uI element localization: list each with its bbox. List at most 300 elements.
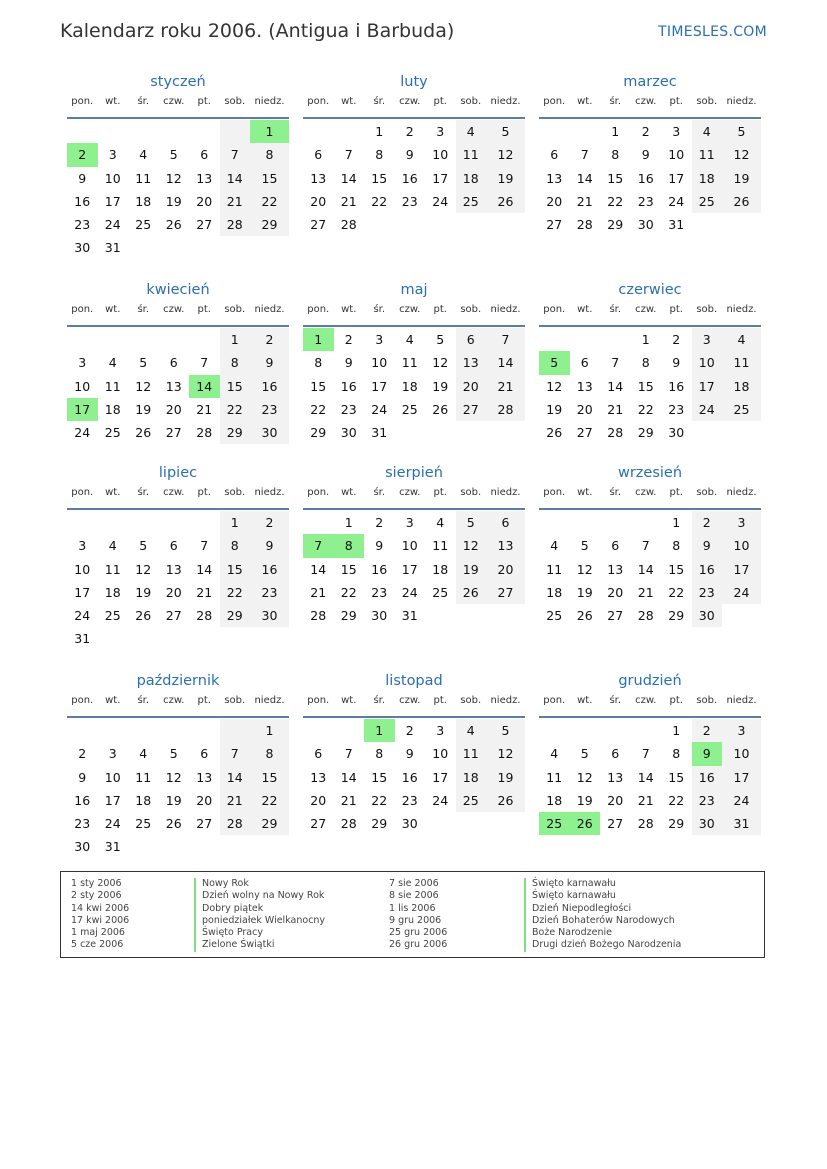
weekday-label: pon. bbox=[307, 304, 330, 315]
weekday-label: pon. bbox=[307, 96, 330, 107]
empty-cell bbox=[539, 511, 570, 534]
day-cell: 15 bbox=[637, 378, 654, 394]
day-cell: 2 bbox=[250, 328, 289, 351]
day-cell: 19 bbox=[486, 766, 525, 789]
day-cell: 24 bbox=[722, 789, 761, 812]
day-cell: 20 bbox=[165, 584, 182, 600]
day-cell: 14 bbox=[340, 170, 357, 186]
day-cell: 25 bbox=[104, 425, 121, 441]
empty-cell bbox=[425, 604, 456, 627]
day-cell: 3 bbox=[108, 147, 117, 163]
day-cell: 15 bbox=[220, 375, 251, 398]
empty-cell bbox=[220, 835, 251, 858]
empty-cell bbox=[600, 511, 631, 534]
empty-cell bbox=[722, 421, 761, 444]
day-cell: 28 bbox=[576, 217, 593, 233]
day-cell: 20 bbox=[607, 792, 624, 808]
day-cell: 17 bbox=[401, 561, 418, 577]
day-cell: 10 bbox=[722, 534, 761, 557]
day-cell: 23 bbox=[250, 398, 289, 421]
weekday-label: śr. bbox=[373, 96, 386, 107]
day-cell: 28 bbox=[637, 608, 654, 624]
empty-cell bbox=[159, 120, 190, 143]
day-cell: 27 bbox=[196, 217, 213, 233]
legend-holiday-name: Dzień Niepodległości bbox=[532, 902, 632, 914]
day-cell: 17 bbox=[104, 792, 121, 808]
day-cell: 26 bbox=[570, 812, 601, 835]
weekday-label: sob. bbox=[696, 695, 718, 706]
day-cell: 23 bbox=[637, 193, 654, 209]
day-cell: 29 bbox=[250, 812, 289, 835]
day-cell: 23 bbox=[692, 789, 723, 812]
day-grid bbox=[67, 328, 289, 444]
day-cell: 25 bbox=[692, 190, 723, 213]
day-cell: 2 bbox=[405, 124, 414, 139]
day-cell: 23 bbox=[401, 193, 418, 209]
weekday-label: sob. bbox=[460, 304, 482, 315]
day-cell: 30 bbox=[668, 425, 685, 441]
weekday-header bbox=[303, 487, 525, 510]
empty-cell bbox=[486, 604, 525, 627]
day-cell: 28 bbox=[486, 398, 525, 421]
weekday-label: pon. bbox=[71, 96, 94, 107]
day-cell: 19 bbox=[165, 193, 182, 209]
weekday-header bbox=[67, 304, 289, 327]
day-cell: 14 bbox=[637, 561, 654, 577]
day-cell: 23 bbox=[74, 816, 91, 832]
weekday-label: wt. bbox=[577, 487, 593, 498]
weekday-label: śr. bbox=[609, 487, 622, 498]
day-cell: 17 bbox=[722, 558, 761, 581]
weekday-label: pt. bbox=[197, 487, 211, 498]
empty-cell bbox=[189, 511, 220, 534]
empty-cell bbox=[722, 213, 761, 236]
legend-holiday-name: Zielone Świątki bbox=[202, 939, 275, 951]
day-cell: 4 bbox=[550, 538, 559, 554]
month-name: kwiecień bbox=[146, 282, 210, 298]
weekday-label: pt. bbox=[433, 304, 447, 315]
day-cell: 30 bbox=[401, 816, 418, 832]
month-10 bbox=[67, 671, 289, 859]
day-cell: 19 bbox=[576, 792, 593, 808]
weekday-label: czw. bbox=[635, 695, 657, 706]
weekday-label: niedz. bbox=[726, 96, 757, 107]
day-cell: 9 bbox=[641, 147, 650, 163]
empty-cell bbox=[98, 120, 129, 143]
day-cell: 12 bbox=[576, 769, 593, 785]
day-cell: 6 bbox=[314, 746, 323, 762]
day-cell: 14 bbox=[196, 561, 213, 577]
day-cell: 28 bbox=[196, 425, 213, 441]
day-cell: 9 bbox=[250, 534, 289, 557]
empty-cell bbox=[189, 120, 220, 143]
day-cell: 11 bbox=[546, 769, 563, 785]
day-cell: 12 bbox=[456, 534, 487, 557]
weekday-header bbox=[67, 487, 289, 510]
day-cell: 25 bbox=[456, 190, 487, 213]
day-grid bbox=[303, 511, 525, 627]
day-cell: 1 bbox=[611, 124, 620, 139]
day-cell: 17 bbox=[668, 170, 685, 186]
empty-cell bbox=[159, 328, 190, 351]
empty-cell bbox=[425, 812, 456, 835]
day-cell: 21 bbox=[196, 584, 213, 600]
empty-cell bbox=[250, 627, 289, 650]
weekday-label: pt. bbox=[433, 695, 447, 706]
day-cell: 22 bbox=[668, 792, 685, 808]
day-grid bbox=[539, 328, 761, 444]
day-cell: 12 bbox=[165, 170, 182, 186]
day-cell: 16 bbox=[692, 558, 723, 581]
day-grid bbox=[67, 719, 289, 859]
day-cell: 15 bbox=[668, 769, 685, 785]
day-cell: 9 bbox=[405, 147, 414, 163]
weekday-label: wt. bbox=[577, 96, 593, 107]
day-cell: 26 bbox=[722, 190, 761, 213]
weekday-label: niedz. bbox=[490, 304, 521, 315]
day-cell: 3 bbox=[375, 332, 384, 347]
day-cell: 30 bbox=[340, 425, 357, 441]
brand-link[interactable]: TIMESLES.COM bbox=[658, 24, 767, 40]
day-cell: 31 bbox=[722, 812, 761, 835]
day-cell: 14 bbox=[220, 766, 251, 789]
day-cell: 27 bbox=[607, 816, 624, 832]
weekday-label: czw. bbox=[163, 487, 185, 498]
day-cell: 18 bbox=[432, 561, 449, 577]
day-cell: 22 bbox=[220, 581, 251, 604]
empty-cell bbox=[189, 328, 220, 351]
day-cell: 4 bbox=[456, 719, 487, 742]
month-name: sierpień bbox=[385, 465, 443, 481]
month-name: luty bbox=[400, 74, 428, 90]
empty-cell bbox=[600, 328, 631, 351]
empty-cell bbox=[570, 511, 601, 534]
day-cell: 10 bbox=[74, 561, 91, 577]
day-cell: 12 bbox=[486, 742, 525, 765]
weekday-label: pt. bbox=[669, 304, 683, 315]
day-cell: 29 bbox=[340, 608, 357, 624]
day-cell: 22 bbox=[668, 584, 685, 600]
weekday-label: niedz. bbox=[726, 304, 757, 315]
legend-holiday-name: Dzień Bohaterów Narodowych bbox=[532, 914, 675, 926]
weekday-label: wt. bbox=[577, 695, 593, 706]
empty-cell bbox=[456, 421, 487, 444]
month-name: grudzień bbox=[618, 673, 682, 689]
legend-names-right bbox=[532, 878, 681, 952]
day-cell: 26 bbox=[135, 425, 152, 441]
day-cell: 14 bbox=[340, 769, 357, 785]
day-cell: 27 bbox=[196, 816, 213, 832]
legend-holiday-name: Święto karnawału bbox=[532, 878, 616, 889]
day-cell: 18 bbox=[456, 167, 487, 190]
weekday-header bbox=[539, 96, 761, 119]
empty-cell bbox=[159, 719, 190, 742]
empty-cell bbox=[692, 213, 723, 236]
day-cell: 20 bbox=[456, 375, 487, 398]
day-cell: 25 bbox=[401, 401, 418, 417]
empty-cell bbox=[539, 328, 570, 351]
empty-cell bbox=[486, 213, 525, 236]
legend-divider bbox=[194, 878, 196, 952]
day-cell: 13 bbox=[310, 769, 327, 785]
day-cell: 3 bbox=[436, 723, 445, 738]
day-cell: 6 bbox=[550, 147, 559, 163]
weekday-label: pon. bbox=[71, 304, 94, 315]
day-cell: 30 bbox=[250, 421, 289, 444]
empty-cell bbox=[395, 213, 426, 236]
day-cell: 23 bbox=[668, 401, 685, 417]
day-cell: 18 bbox=[401, 378, 418, 394]
day-cell: 12 bbox=[135, 378, 152, 394]
day-cell: 14 bbox=[220, 167, 251, 190]
legend-date: 14 kwi 2006 bbox=[71, 902, 130, 914]
day-cell: 13 bbox=[546, 170, 563, 186]
day-cell: 14 bbox=[310, 561, 327, 577]
day-cell: 8 bbox=[334, 534, 365, 557]
weekday-label: wt. bbox=[341, 487, 357, 498]
weekday-label: wt. bbox=[577, 304, 593, 315]
weekday-label: sob. bbox=[460, 96, 482, 107]
day-cell: 19 bbox=[165, 792, 182, 808]
day-cell: 8 bbox=[672, 538, 681, 554]
empty-cell bbox=[220, 719, 251, 742]
day-cell: 28 bbox=[340, 816, 357, 832]
day-cell: 21 bbox=[340, 193, 357, 209]
weekday-label: niedz. bbox=[490, 487, 521, 498]
day-cell: 24 bbox=[668, 193, 685, 209]
day-cell: 20 bbox=[546, 193, 563, 209]
empty-cell bbox=[456, 213, 487, 236]
day-cell: 2 bbox=[344, 332, 353, 347]
day-cell: 15 bbox=[607, 170, 624, 186]
day-cell: 17 bbox=[692, 375, 723, 398]
day-cell: 8 bbox=[250, 742, 289, 765]
day-cell: 24 bbox=[722, 581, 761, 604]
month-name: październik bbox=[136, 673, 220, 689]
empty-cell bbox=[159, 627, 190, 650]
day-cell: 31 bbox=[74, 631, 91, 647]
day-cell: 20 bbox=[196, 193, 213, 209]
month-4 bbox=[67, 280, 289, 444]
weekday-label: sob. bbox=[224, 487, 246, 498]
empty-cell bbox=[303, 719, 334, 742]
empty-cell bbox=[303, 120, 334, 143]
day-cell: 17 bbox=[722, 766, 761, 789]
day-cell: 5 bbox=[436, 332, 445, 347]
day-cell: 4 bbox=[108, 538, 117, 554]
day-grid bbox=[303, 328, 525, 444]
day-cell: 30 bbox=[74, 839, 91, 855]
day-cell: 16 bbox=[401, 170, 418, 186]
weekday-label: pon. bbox=[543, 695, 566, 706]
legend-date: 25 gru 2006 bbox=[389, 927, 448, 939]
day-cell: 3 bbox=[692, 328, 723, 351]
day-cell: 2 bbox=[250, 511, 289, 534]
month-8 bbox=[303, 463, 525, 627]
day-cell: 4 bbox=[550, 746, 559, 762]
day-cell: 13 bbox=[310, 170, 327, 186]
day-cell: 26 bbox=[486, 190, 525, 213]
day-cell: 17 bbox=[432, 170, 449, 186]
weekday-label: pon. bbox=[543, 487, 566, 498]
day-cell: 7 bbox=[200, 538, 209, 554]
day-cell: 10 bbox=[432, 746, 449, 762]
empty-cell bbox=[98, 719, 129, 742]
day-cell: 15 bbox=[220, 558, 251, 581]
day-cell: 12 bbox=[432, 355, 449, 371]
day-cell: 3 bbox=[722, 511, 761, 534]
day-cell: 6 bbox=[314, 147, 323, 163]
empty-cell bbox=[334, 719, 365, 742]
empty-cell bbox=[539, 719, 570, 742]
day-cell: 13 bbox=[607, 561, 624, 577]
weekday-label: niedz. bbox=[490, 96, 521, 107]
empty-cell bbox=[159, 236, 190, 259]
day-cell: 1 bbox=[641, 332, 650, 347]
day-cell: 13 bbox=[456, 351, 487, 374]
day-cell: 5 bbox=[456, 511, 487, 534]
day-cell: 26 bbox=[135, 608, 152, 624]
day-cell: 1 bbox=[672, 723, 681, 738]
weekday-label: sob. bbox=[224, 304, 246, 315]
day-cell: 7 bbox=[344, 746, 353, 762]
weekday-label: pt. bbox=[197, 304, 211, 315]
day-cell: 19 bbox=[722, 167, 761, 190]
empty-cell bbox=[539, 120, 570, 143]
day-cell: 17 bbox=[74, 584, 91, 600]
day-cell: 2 bbox=[78, 746, 87, 762]
day-cell: 24 bbox=[432, 193, 449, 209]
day-cell: 21 bbox=[220, 789, 251, 812]
empty-cell bbox=[128, 236, 159, 259]
day-cell: 7 bbox=[611, 355, 620, 371]
day-cell: 4 bbox=[436, 515, 445, 530]
empty-cell bbox=[425, 421, 456, 444]
day-cell: 23 bbox=[401, 792, 418, 808]
day-cell: 13 bbox=[165, 378, 182, 394]
day-cell: 7 bbox=[220, 742, 251, 765]
month-5 bbox=[303, 280, 525, 444]
weekday-label: sob. bbox=[224, 96, 246, 107]
day-cell: 6 bbox=[200, 746, 209, 762]
day-cell: 27 bbox=[456, 398, 487, 421]
legend-holiday-name: Dobry piątek bbox=[202, 902, 264, 914]
day-cell: 2 bbox=[67, 143, 98, 166]
weekday-label: śr. bbox=[609, 96, 622, 107]
day-cell: 10 bbox=[668, 147, 685, 163]
day-cell: 14 bbox=[576, 170, 593, 186]
day-cell: 4 bbox=[405, 332, 414, 347]
day-cell: 16 bbox=[371, 561, 388, 577]
day-cell: 11 bbox=[692, 143, 723, 166]
day-cell: 5 bbox=[169, 746, 178, 762]
day-cell: 6 bbox=[200, 147, 209, 163]
day-cell: 4 bbox=[692, 120, 723, 143]
weekday-label: czw. bbox=[163, 695, 185, 706]
empty-cell bbox=[220, 120, 251, 143]
day-cell: 29 bbox=[310, 425, 327, 441]
day-cell: 23 bbox=[340, 401, 357, 417]
weekday-label: wt. bbox=[105, 487, 121, 498]
day-cell: 10 bbox=[371, 355, 388, 371]
day-cell: 8 bbox=[611, 147, 620, 163]
day-cell: 15 bbox=[371, 170, 388, 186]
day-cell: 15 bbox=[371, 769, 388, 785]
day-cell: 6 bbox=[486, 511, 525, 534]
weekday-label: sob. bbox=[460, 695, 482, 706]
day-cell: 27 bbox=[486, 581, 525, 604]
day-cell: 3 bbox=[78, 355, 87, 371]
day-cell: 26 bbox=[165, 217, 182, 233]
empty-cell bbox=[128, 835, 159, 858]
empty-cell bbox=[456, 604, 487, 627]
day-grid bbox=[303, 719, 525, 835]
day-cell: 6 bbox=[169, 355, 178, 371]
weekday-label: pon. bbox=[71, 695, 94, 706]
day-cell: 22 bbox=[637, 401, 654, 417]
day-cell: 17 bbox=[432, 769, 449, 785]
day-cell: 15 bbox=[310, 378, 327, 394]
day-cell: 19 bbox=[135, 401, 152, 417]
day-cell: 27 bbox=[310, 217, 327, 233]
month-name: listopad bbox=[385, 673, 443, 689]
day-cell: 22 bbox=[250, 789, 289, 812]
day-cell: 25 bbox=[135, 217, 152, 233]
legend-dates-right bbox=[389, 878, 447, 952]
day-cell: 17 bbox=[104, 193, 121, 209]
day-cell: 29 bbox=[668, 816, 685, 832]
weekday-label: niedz. bbox=[726, 695, 757, 706]
day-cell: 20 bbox=[310, 193, 327, 209]
weekday-header bbox=[303, 304, 525, 327]
day-cell: 14 bbox=[607, 378, 624, 394]
weekday-label: wt. bbox=[105, 96, 121, 107]
day-cell: 5 bbox=[580, 538, 589, 554]
weekday-label: czw. bbox=[399, 487, 421, 498]
day-cell: 25 bbox=[104, 608, 121, 624]
day-cell: 25 bbox=[432, 584, 449, 600]
holiday-legend bbox=[60, 871, 765, 958]
empty-cell bbox=[98, 511, 129, 534]
day-cell: 7 bbox=[641, 538, 650, 554]
month-9 bbox=[539, 463, 761, 627]
day-cell: 24 bbox=[371, 401, 388, 417]
weekday-label: sob. bbox=[696, 96, 718, 107]
day-cell: 17 bbox=[67, 398, 98, 421]
day-cell: 30 bbox=[250, 604, 289, 627]
legend-date: 8 sie 2006 bbox=[389, 890, 439, 902]
day-cell: 20 bbox=[607, 584, 624, 600]
day-cell: 12 bbox=[135, 561, 152, 577]
day-cell: 22 bbox=[310, 401, 327, 417]
weekday-label: pon. bbox=[307, 695, 330, 706]
day-cell: 5 bbox=[139, 355, 148, 371]
day-cell: 1 bbox=[220, 511, 251, 534]
day-cell: 22 bbox=[607, 193, 624, 209]
empty-cell bbox=[600, 719, 631, 742]
day-cell: 21 bbox=[196, 401, 213, 417]
day-cell: 23 bbox=[250, 581, 289, 604]
empty-cell bbox=[631, 719, 662, 742]
day-cell: 19 bbox=[456, 558, 487, 581]
legend-date: 5 cze 2006 bbox=[71, 939, 124, 951]
day-cell: 6 bbox=[169, 538, 178, 554]
empty-cell bbox=[570, 719, 601, 742]
day-cell: 13 bbox=[607, 769, 624, 785]
day-cell: 29 bbox=[250, 213, 289, 236]
weekday-label: wt. bbox=[341, 304, 357, 315]
day-cell: 20 bbox=[576, 401, 593, 417]
